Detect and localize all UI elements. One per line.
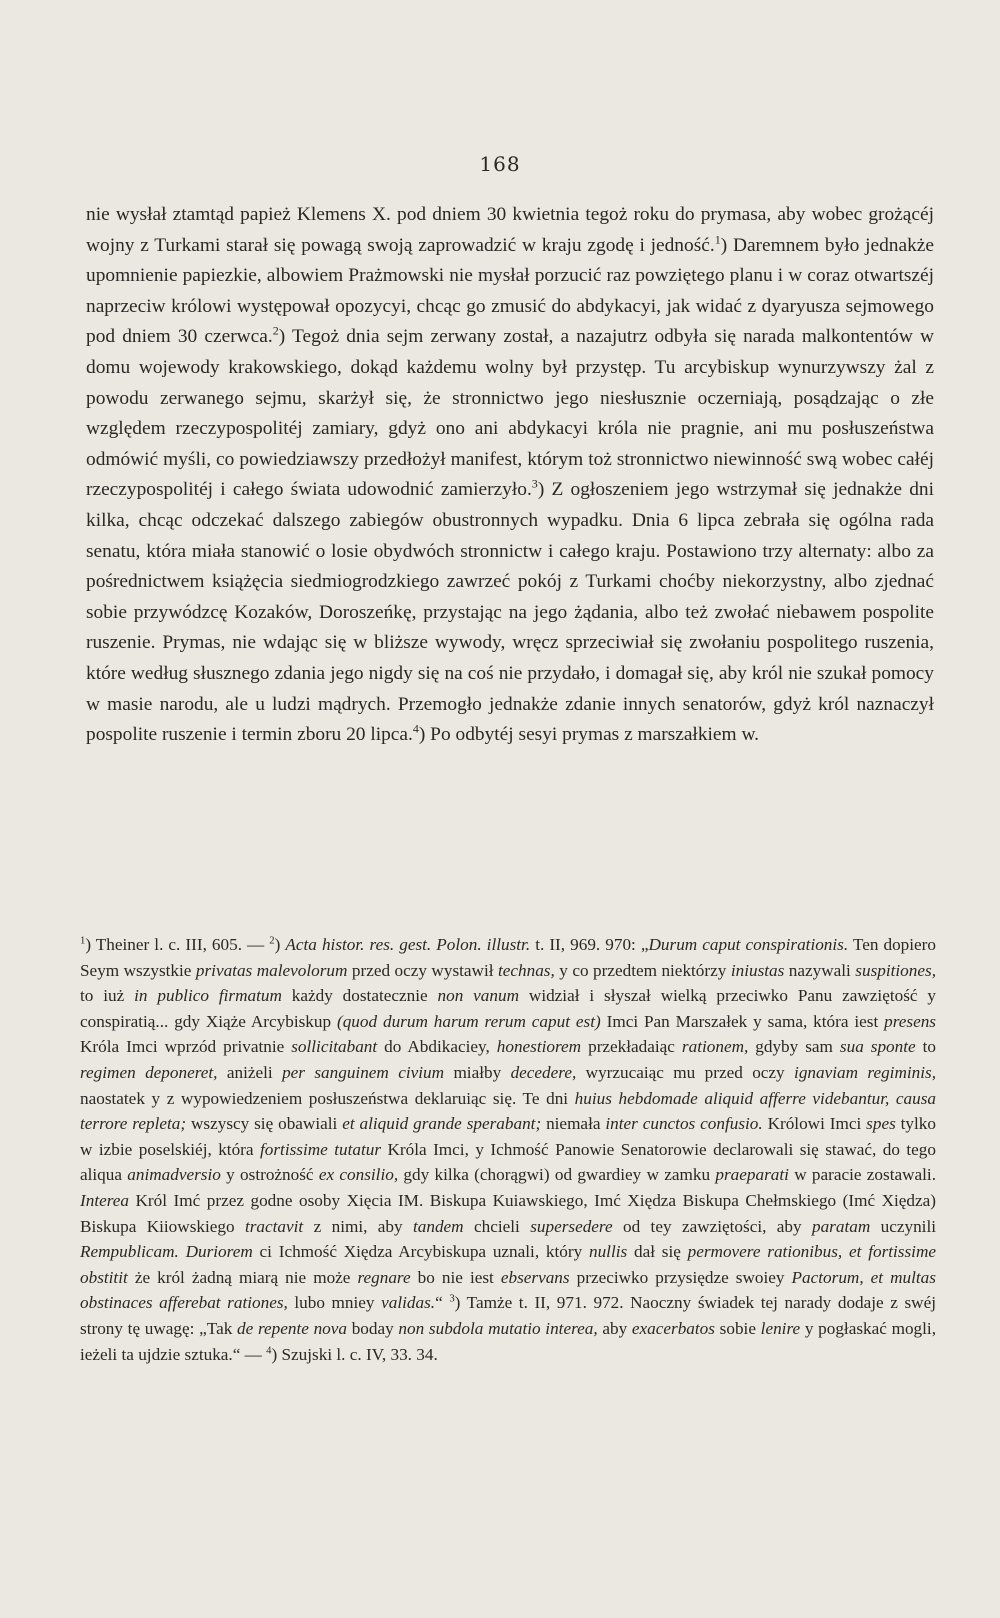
footnote-2-italic: regnare — [357, 1267, 411, 1287]
footnote-2-run: z nimi, aby — [303, 1216, 413, 1236]
footnote-2-italic: spes — [866, 1114, 896, 1134]
footnote-2-italic: fortissime tutatur — [259, 1139, 382, 1159]
footnote-marker: 2 — [269, 935, 275, 947]
footnote-2-run: t. II, 969. 970: „ — [530, 935, 649, 954]
footnote-2-italic: huius hebdomade aliquid afferre videbantur, causa terrore repleta; — [80, 1088, 936, 1134]
footnote-2-run: miałby — [444, 1062, 511, 1082]
footnote-2-italic: Interea — [80, 1190, 129, 1210]
footnote-marker: 1 — [80, 935, 86, 947]
footnote-3-run: aby — [597, 1318, 632, 1338]
footnote-2-italic: nullis — [588, 1242, 628, 1262]
footnote-2-italic: permovere rationibus, et fortissime obstitit — [80, 1242, 936, 1287]
footnote-4: ) Szujski l. c. IV, 33. 34. — [271, 1344, 438, 1364]
footnotes-text — [80, 932, 936, 1367]
footnote-3-run: sobie — [714, 1318, 761, 1338]
footnote-3-run: boday — [346, 1318, 399, 1338]
footnote-marker: 4 — [266, 1344, 272, 1356]
text-run: ) Po odbytéj sesyi prymas z marszałkiem w. — [418, 724, 760, 746]
footnote-2-italic: sua sponte — [839, 1037, 916, 1057]
footnote-2-italic: ex consilio, — [318, 1165, 399, 1185]
footnote-2-italic: validas. — [381, 1293, 436, 1313]
footnote-2-italic: Rempublicam. Duriorem — [80, 1242, 253, 1262]
footnote-2-italic: tandem — [413, 1216, 464, 1236]
footnote-2-italic: decedere, — [510, 1062, 577, 1082]
footnote-2-italic: et aliquid grande sperabant; — [342, 1114, 542, 1134]
footnote-2-italic: Durum caput conspirationis. — [648, 935, 849, 954]
footnote-1: ) Theiner l. c. III, 605. — — [85, 935, 270, 954]
footnote-2-run: do Abdikaciey, — [377, 1037, 497, 1057]
footnote-2-run: Króla Imci wprzód privatnie — [80, 1037, 292, 1057]
footnote-2-run: wyrzucaiąc mu przed oczy — [576, 1062, 795, 1082]
footnote-2-italic: honestiorem — [496, 1037, 582, 1057]
footnote-2-run: tylko w izbie poselskiéj, która — [80, 1114, 936, 1159]
footnote-2-italic: ebservans — [500, 1267, 570, 1287]
footnote-2-italic: technas, — [497, 960, 555, 980]
footnote-2-run: ) — [274, 935, 286, 954]
text-run: ) Z ogłoszeniem jego wstrzymał się jednakże dni kilka, chcąc odczekać dalszego zabiegów obustronnych wypadku. Dnia 6 lipca zebrała się ogólna rada senatu, która miała stanowić o losie obydwóch stronnictw i całego kraju. Postawiono trzy alternaty: albo za pośrednictwem książęcia siedmiogrodzkiego zawrzeć pokój z Turkami choćby niekorzystny, albo zjednać sobie przywódzcę Kozaków, Doroszeńkę, przystając na jego żądania, albo też zwołać niebawem pospolite ruszenie. Prymas, nie wdając się w bliższe wywody, wręcz sprzeciwiał się zwołaniu pospolitego ruszenia, które według słusznego zdania jego nigdy się na coś nie przydało, i domagał się, aby król nie szukał pomocy w masie narodu, ale u ludzi mądrych. Przemogło jednakże zdanie innych senatorów, gdyż król naznaczył pospolite ruszenie i termin zboru 20 lipca. — [86, 479, 934, 746]
footnote-2-italic: non vanum — [437, 986, 520, 1006]
footnote-2-italic: Acta histor. res. gest. Polon. illustr. — [285, 935, 531, 954]
footnote-2-run: naostatek y z wypowiedzeniem posłuszeństwa deklaruiąc się. Te dni — [80, 1088, 575, 1108]
footnote-2-run: to iuż — [80, 986, 135, 1006]
footnote-2-run: lubo mniey — [287, 1293, 382, 1313]
footnote-2-run: to — [915, 1037, 937, 1057]
footnote-2-italic: praeparati — [715, 1165, 789, 1185]
footnote-ref: 1 — [714, 232, 721, 247]
footnote-2-run: wszyscy się obawiali — [186, 1114, 343, 1134]
footnote-3-italic: non subdola mutatio interea, — [398, 1318, 598, 1338]
footnote-2-italic: privatas malevolorum — [195, 960, 348, 980]
text-run: ) Tegoż dnia sejm zerwany został, a nazajutrz odbyła się narada malkontentów w domu wojewody krakowskiego, dokąd każdemu wolny był przystęp. Tu arcybiskup wynurzywszy żal z powodu zerwanego sejmu, skarżył się, że stronnictwo jego niesłusznie oczerniają, posądzając o złe względem rzeczypospolitéj zamiary, gdyż ono ani abdykacyi króla nie pragnie, ani mu posłuszeństwa odmówić myśli, co powiedziawszy przedłożył manifest, którym toż stronnictwo niewinność swą wobec całéj rzeczypospolitéj i całego świata udowodnić zamierzyło. — [86, 326, 934, 501]
footnote-2-italic: per sanguinem civium — [282, 1062, 445, 1082]
footnote-2-run: że król żadną miarą nie może — [127, 1267, 358, 1287]
footnote-2-italic: supersedere — [530, 1216, 613, 1236]
footnote-2-run: przekładaiąc — [581, 1037, 682, 1057]
page-number: 168 — [479, 152, 521, 176]
footnote-2-run: uczynili — [870, 1216, 936, 1236]
footnote-2-run: Króla Imci, y Ichmość Panowie Senatorowie declarowali się stawać, do tego aliqua — [80, 1139, 936, 1185]
footnote-3-italic: de repente nova — [237, 1318, 347, 1338]
footnote-2-run: bo nie iest — [410, 1267, 501, 1287]
footnote-2-run: Król Imć przez godne osoby Xięcia IM. Biskupa Kuiawskiego, Imć Xiędza Biskupa Chełmskiego (Imć Xiędza) Biskupa Kiiowskiego — [80, 1190, 936, 1236]
footnote-2-run: od tey zawziętości, aby — [612, 1216, 812, 1236]
footnote-ref: 3 — [531, 476, 538, 491]
footnotes-section — [80, 932, 936, 1367]
footnote-2-run: ci Ichmość Xiędza Arcybiskupa uznali, który — [252, 1242, 589, 1262]
footnote-2-run: aniżeli — [217, 1062, 283, 1082]
footnote-ref: 4 — [412, 721, 419, 736]
footnote-2-run: y ostrożność — [220, 1165, 319, 1185]
footnote-2-run: w paracie zostawali. — [788, 1165, 936, 1185]
footnote-2-italic: suspitiones, — [855, 960, 936, 980]
footnote-2-italic: ignaviam regiminis, — [794, 1062, 936, 1082]
footnote-3-run: ) Tamże t. II, 971. 972. Naoczny świadek tej narady dodaje z swéj strony tę uwagę: „Tak — [80, 1293, 936, 1338]
footnote-2-italic: sollicitabant — [291, 1037, 378, 1057]
footnote-2-italic: (quod durum harum rerum caput est) — [336, 1011, 601, 1031]
footnote-2-italic: tractavit — [244, 1216, 304, 1236]
footnote-2-run: Ten dopiero Seym wszystkie — [80, 935, 936, 980]
text-run: ) Daremnem było jednakże upomnienie papiezkie, albowiem Prażmowski nie mysłał porzucić raz powziętego planu i w coraz otwartszéj naprzeciw królowi występował opozycyi, chcąc go zmusić do abdykacyi, jak widać z dyaryusza sejmowego pod dniem 30 czerwca. — [86, 234, 934, 348]
footnote-2-italic: presens — [884, 1011, 936, 1031]
footnote-2-italic: regimen deponeret, — [80, 1062, 218, 1082]
footnote-2-run: przed oczy wystawił — [347, 960, 498, 980]
footnote-2-run: każdy dostatecznie — [281, 986, 438, 1006]
footnote-2-run: nazywali — [784, 960, 856, 980]
footnote-2-run: Imci Pan Marszałek y sama, która iest — [600, 1011, 885, 1031]
footnote-2-italic: inter cunctos confusio. — [605, 1114, 763, 1134]
footnote-2-run: gdy kilka (chorągwi) od gwardiey w zamku — [398, 1165, 716, 1185]
footnote-2-run: gdyby sam — [748, 1037, 840, 1057]
text-run: nie wysłał ztamtąd papież Klemens X. pod dniem 30 kwietnia tegoż roku do prymasa, aby wobec grożącéj wojny z Turkami starał się powagą swoją zaprowadzić w kraju zgodę i jedność. — [86, 204, 934, 256]
footnote-2-italic: rationes, — [227, 1293, 288, 1313]
footnote-3-run: y pogłaskać mogli, ieżeli ta ujdzie sztuka.“ — — [80, 1318, 936, 1364]
footnote-3-italic: lenire — [760, 1318, 801, 1338]
footnote-2-run: widział i słyszał wielką przeciwko Panu zawziętość y conspiratią... gdy Xiąże Arcybiskup — [80, 986, 936, 1031]
main-body-text — [86, 200, 934, 751]
footnote-2-run: dał się — [627, 1242, 688, 1262]
body-paragraph — [86, 200, 934, 751]
footnote-2-italic: animadversio — [127, 1165, 221, 1185]
footnote-2-run: “ — [435, 1293, 443, 1313]
footnote-2-run: chcieli — [463, 1216, 531, 1236]
footnote-2-italic: Pactorum, et multas obstinaces afferebat — [80, 1267, 936, 1313]
footnote-2-run: y co przedtem niektórzy — [554, 960, 731, 980]
footnote-ref: 2 — [272, 323, 279, 338]
footnote-3-italic: exacerbatos — [631, 1318, 715, 1338]
footnote-2-italic: rationem, — [681, 1037, 749, 1057]
footnote-marker: 3 — [449, 1293, 455, 1305]
footnote-2-run: przeciwko przysiędze swoiey — [569, 1267, 792, 1287]
footnote-2-italic: paratam — [811, 1216, 871, 1236]
footnote-2-italic: in publico firmatum — [134, 986, 282, 1006]
footnote-2-run: Królowi Imci — [762, 1114, 867, 1134]
footnote-2-italic: iniustas — [730, 960, 785, 980]
footnote-2-run: niemała — [541, 1114, 606, 1134]
